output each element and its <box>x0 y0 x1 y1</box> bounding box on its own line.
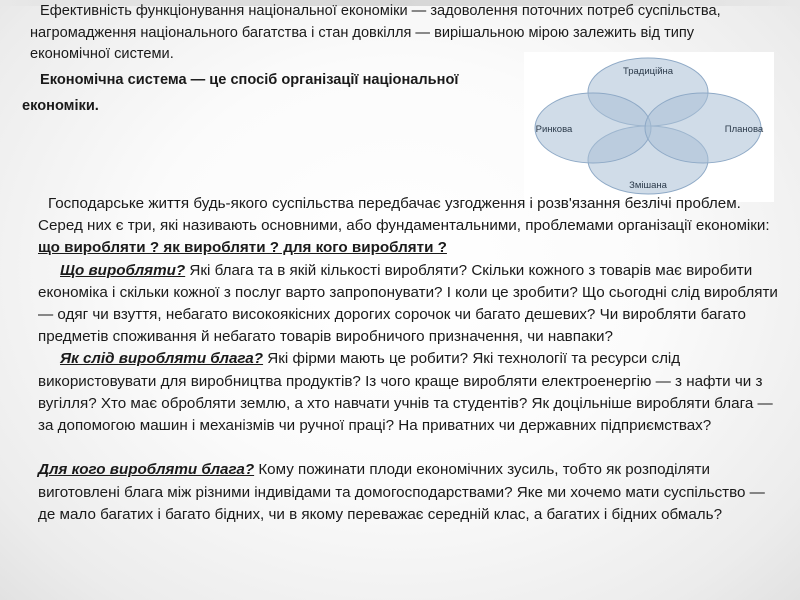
ellipses-diagram-svg <box>524 52 774 202</box>
question-what-text: Які блага та в якій кількості виробляти? Скільки кожного з товарів має виробити економіка і скільки кожної з послуг варто запропонувати? І коли це зробити? Що сьогодні слід виробляти — одяг чи взуття, небагато високоякісних дорогих сорочок чи багато дешевих? Чи виробляти багато предметів споживання й небагато товарів виробничого призначення, чи навпаки? <box>38 261 778 346</box>
label-mixed: Змішана <box>629 180 667 191</box>
label-market: Ринкова <box>535 124 573 135</box>
question-what-label: Що виробляти? <box>60 261 186 279</box>
economic-systems-diagram <box>524 52 774 202</box>
intro-text: Господарське життя будь-якого суспільства передбачає узгодження і розв'язання безлічі проблем. Серед них є три, які називають основними, або фундаментальними, проблемами організації економіки: <box>38 195 770 235</box>
intro-questions: що виробляти ? як виробляти ? для кого виробляти ? <box>38 239 447 257</box>
economic-system-text: Економічна система — це спосіб організації національної <box>40 72 459 88</box>
label-traditional: Традиційна <box>622 66 674 77</box>
economic-system-heading <box>30 70 540 92</box>
label-planned: Планова <box>724 124 764 135</box>
question-how-text: Які фірми мають це робити? Які технології та ресурси слід використовувати для виробництва продуктів? Із чого краще виробляти електроенергію — з нафти чи з вугілля? Хто має обробляти землю, а хто навчати учнів та студентів? Як доцільніше виробляти блага — за допомогою машин і механізмів чи ручної праці? На приватних чи державних підприємствах? <box>38 350 773 435</box>
question-forwhom-text: Кому пожинати плоди економічних зусиль, тобто як розподіляти виготовлені блага між різними індивідами та домогосподарствами? Яке ми хочемо мати суспільство — де мало багатих і багато бідних, чи в якому переважає середній клас, а багатих і бідних обмаль? <box>38 461 765 523</box>
question-forwhom-label: Для кого виробляти блага? <box>38 461 255 479</box>
definition-text: Ефективність функціонування національної економіки — задоволення поточних потреб суспільства, нагромадження національного багатства і стан довкілля — вирішальною мірою залежить від типу економічної системи. <box>30 3 721 62</box>
fundamental-problems-text <box>38 193 783 526</box>
question-how-label: Як слід виробляти блага? <box>60 350 264 368</box>
economic-system-heading-end: економіки. <box>22 98 99 114</box>
